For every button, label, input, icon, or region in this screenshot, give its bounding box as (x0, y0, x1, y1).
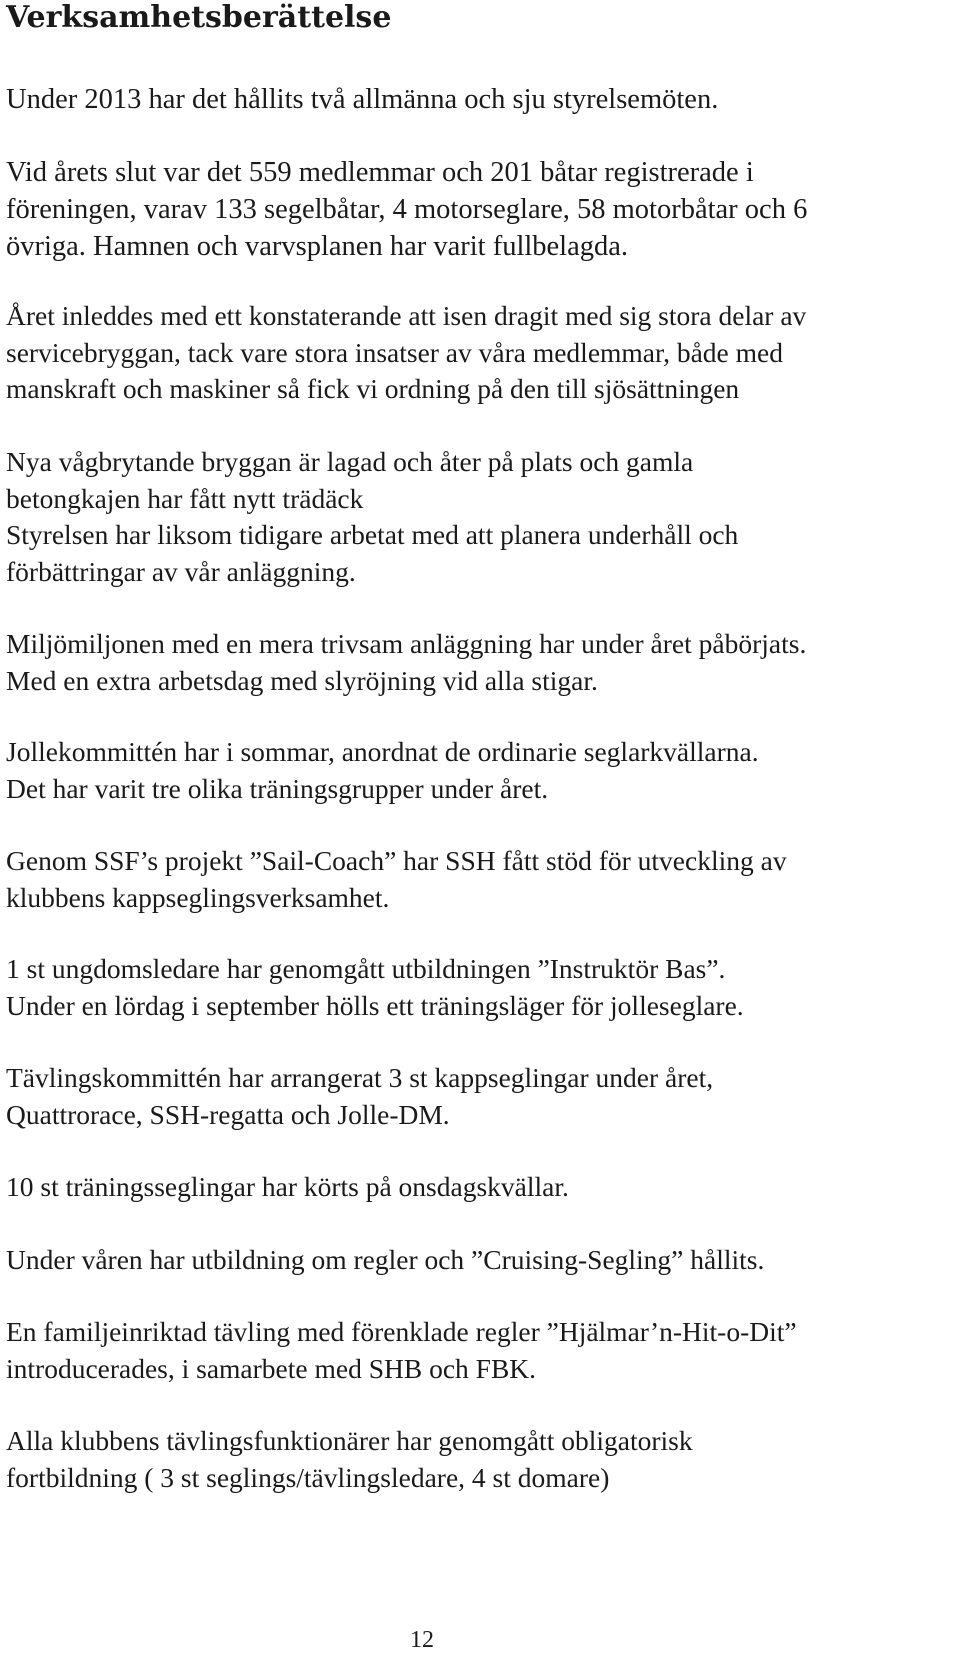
text-line: En familjeinriktad tävling med förenklade regler ”Hjälmar’n-Hit-o-Dit” (6, 1316, 797, 1347)
text-line: Jollekommittén har i sommar, anordnat de ordinarie seglarkvällarna. (6, 736, 759, 767)
paragraph-youth-leader (6, 951, 744, 1024)
text-line: Styrelsen har liksom tidigare arbetat med att planera underhåll och (6, 519, 739, 550)
text-line: Genom SSF’s projekt ”Sail-Coach” har SSH fått stöd för utveckling av (6, 845, 787, 876)
paragraph-cruising-education (6, 1242, 764, 1279)
text-line: Miljömiljonen med en mera trivsam anläggning har under året påbörjats. (6, 628, 807, 659)
text-line: fortbildning ( 3 st seglings/tävlingsledare, 4 st domare) (6, 1461, 610, 1493)
text-line: Quattrorace, SSH-regatta och Jolle-DM. (6, 1098, 450, 1130)
paragraph-family-race (6, 1314, 797, 1387)
paragraph-training-races (6, 1169, 569, 1206)
paragraph-environment (6, 626, 806, 699)
paragraph-year-start (6, 298, 806, 408)
page-title: Verksamhetsberättelse (6, 0, 392, 35)
text-line: Vid årets slut var det 559 medlemmar och 201 båtar registrerade i (6, 157, 754, 188)
text-line: klubbens kappseglingsverksamhet. (6, 881, 390, 913)
page-number: 12 (410, 1627, 434, 1653)
text-line: Under en lördag i september hölls ett träningsläger för jolleseglare. (6, 989, 744, 1021)
text-line: Tävlingskommittén har arrangerat 3 st kappseglingar under året, (6, 1062, 714, 1093)
paragraph-members (6, 154, 807, 265)
text-line: Under 2013 har det hållits två allmänna och sju styrelsemöten. (6, 84, 719, 115)
text-line: manskraft och maskiner så fick vi ordning på den till sjösättningen (6, 373, 740, 404)
text-line: betongkajen har fått nytt trädäck (6, 482, 364, 514)
text-line: servicebryggan, tack vare stora insatser av våra medlemmar, både med (6, 336, 783, 368)
paragraph-officials (6, 1423, 693, 1496)
text-line: 1 st ungdomsledare har genomgått utbildningen ”Instruktör Bas”. (6, 953, 726, 984)
text-line: introducerades, i samarbete med SHB och FBK. (6, 1352, 537, 1384)
text-line: Nya vågbrytande bryggan är lagad och åter på plats och gamla (6, 446, 694, 477)
paragraph-breakwater (6, 444, 738, 590)
text-line: förbättringar av vår anläggning. (6, 555, 356, 587)
paragraph-dinghy-committee (6, 734, 759, 807)
text-line: övriga. Hamnen och varvsplanen har varit fullbelagda. (6, 231, 629, 262)
paragraph-meetings (6, 81, 718, 118)
text-line: Med en extra arbetsdag med slyröjning vid alla stigar. (6, 664, 598, 696)
text-line: Det har varit tre olika träningsgrupper under året. (6, 772, 549, 804)
text-line: föreningen, varav 133 segelbåtar, 4 motorseglare, 58 motorbåtar och 6 (6, 194, 808, 225)
text-line: Under våren har utbildning om regler och ”Cruising-Segling” hållits. (6, 1244, 765, 1275)
paragraph-sail-coach (6, 843, 787, 916)
text-line: 10 st träningsseglingar har körts på onsdagskvällar. (6, 1171, 569, 1202)
paragraph-racing-committee (6, 1060, 713, 1133)
text-line: Året inleddes med ett konstaterande att isen dragit med sig stora delar av (6, 300, 807, 331)
text-line: Alla klubbens tävlingsfunktionärer har genomgått obligatorisk (6, 1425, 693, 1456)
